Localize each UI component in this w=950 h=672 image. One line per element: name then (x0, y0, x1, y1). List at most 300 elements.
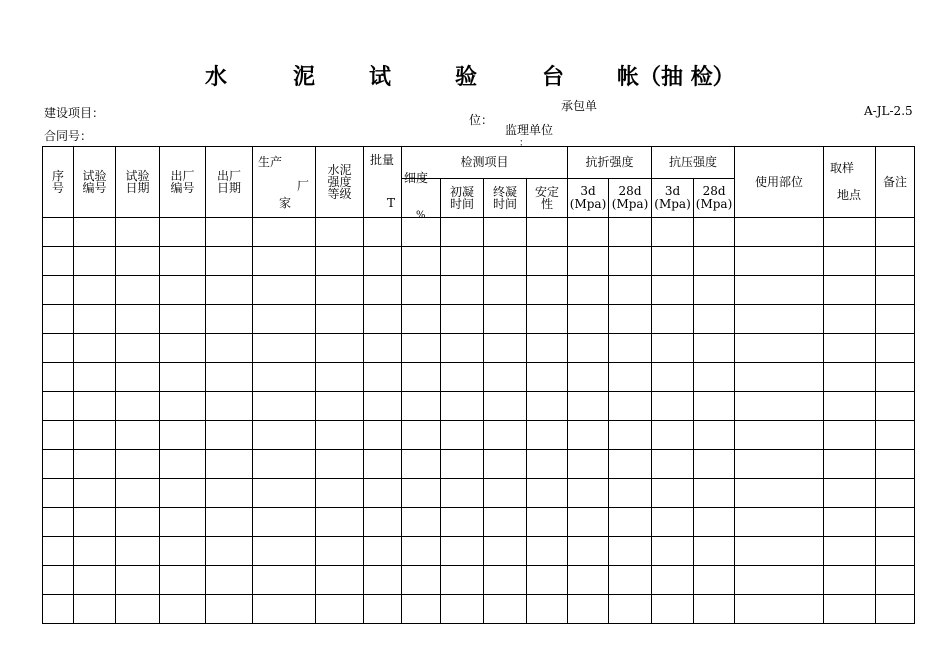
table-cell (402, 392, 441, 421)
table-cell (694, 421, 735, 450)
table-cell (160, 218, 206, 247)
table-cell (568, 450, 609, 479)
table-cell (609, 363, 652, 392)
table-cell (527, 305, 568, 334)
col-header-inspection: 检测项目 (402, 147, 568, 179)
table-cell (652, 450, 694, 479)
table-cell (484, 392, 527, 421)
table-cell (160, 595, 206, 624)
table-cell (484, 595, 527, 624)
table-cell (160, 305, 206, 334)
table-cell (735, 508, 824, 537)
table-cell (824, 421, 876, 450)
table-cell (74, 537, 116, 566)
col-header-usage: 使用部位 (735, 147, 824, 218)
table-cell (116, 276, 160, 305)
table-cell (116, 508, 160, 537)
table-cell (735, 392, 824, 421)
table-cell (527, 595, 568, 624)
table-cell (694, 566, 735, 595)
table-cell (206, 305, 253, 334)
table-cell (735, 537, 824, 566)
table-cell (735, 595, 824, 624)
table-cell (609, 566, 652, 595)
col-header-factory-no: 出厂编号 (160, 147, 206, 218)
table-cell (206, 595, 253, 624)
table-cell (694, 537, 735, 566)
table-cell (253, 479, 316, 508)
table-cell (735, 276, 824, 305)
table-cell (876, 305, 915, 334)
table-cell (74, 247, 116, 276)
table-cell (441, 305, 484, 334)
table-cell (735, 334, 824, 363)
table-cell (43, 537, 74, 566)
table-cell (116, 537, 160, 566)
table-cell (652, 392, 694, 421)
table-cell (609, 218, 652, 247)
table-cell (652, 479, 694, 508)
table-cell (568, 421, 609, 450)
table-cell (527, 392, 568, 421)
title-char: 台 (542, 64, 565, 90)
table-cell (160, 421, 206, 450)
title-char: 帐（抽 检） (617, 64, 735, 90)
table-cell (364, 479, 402, 508)
table-cell (316, 508, 364, 537)
table-cell (609, 479, 652, 508)
table-cell (652, 334, 694, 363)
table-cell (694, 305, 735, 334)
table-cell (206, 537, 253, 566)
table-cell (316, 247, 364, 276)
table-cell (364, 363, 402, 392)
table-cell (74, 334, 116, 363)
table-cell (484, 566, 527, 595)
table-cell (527, 479, 568, 508)
table-cell (402, 247, 441, 276)
table-cell (441, 479, 484, 508)
supervisor-colon: ： (519, 138, 529, 149)
table-cell (116, 363, 160, 392)
table-cell (253, 363, 316, 392)
table-row (43, 247, 915, 276)
table-cell (402, 363, 441, 392)
table-cell (402, 421, 441, 450)
table-cell (824, 276, 876, 305)
table-cell (568, 247, 609, 276)
table-cell (609, 450, 652, 479)
table-cell (652, 247, 694, 276)
table-cell (876, 595, 915, 624)
table-cell (316, 276, 364, 305)
table-cell (43, 305, 74, 334)
table-row (43, 392, 915, 421)
table-cell (876, 363, 915, 392)
table-row (43, 276, 915, 305)
table-cell (824, 392, 876, 421)
table-cell (43, 566, 74, 595)
table-cell (364, 305, 402, 334)
table-cell (441, 392, 484, 421)
page-title (0, 60, 950, 92)
table-cell (160, 247, 206, 276)
table-cell (568, 537, 609, 566)
table-cell (876, 247, 915, 276)
table-cell (694, 218, 735, 247)
table-cell (735, 218, 824, 247)
table-cell (527, 363, 568, 392)
table-cell (735, 479, 824, 508)
table-row (43, 566, 915, 595)
table-row (43, 508, 915, 537)
table-cell (609, 537, 652, 566)
table-cell (364, 247, 402, 276)
table-cell (116, 392, 160, 421)
col-header-soundness: 安定性 (527, 179, 568, 218)
table-cell (43, 363, 74, 392)
table-cell (402, 595, 441, 624)
col-header-grade: 水泥强度等级 (316, 147, 364, 218)
table-cell (364, 218, 402, 247)
table-cell (527, 566, 568, 595)
table-cell (609, 508, 652, 537)
table-cell (735, 247, 824, 276)
table-cell (694, 334, 735, 363)
table-cell (609, 334, 652, 363)
table-row (43, 218, 915, 247)
table-row (43, 334, 915, 363)
table-cell (441, 218, 484, 247)
table-cell (160, 392, 206, 421)
table-cell (402, 508, 441, 537)
table-cell (824, 537, 876, 566)
table-cell (364, 595, 402, 624)
table-cell (609, 247, 652, 276)
table-cell (74, 218, 116, 247)
table-cell (364, 450, 402, 479)
table-cell (253, 334, 316, 363)
table-cell (206, 508, 253, 537)
table-cell (652, 276, 694, 305)
table-cell (206, 276, 253, 305)
table-cell (527, 508, 568, 537)
title-char: 试 (369, 64, 392, 90)
table-cell (568, 479, 609, 508)
table-cell (160, 276, 206, 305)
table-cell (43, 421, 74, 450)
table-cell (74, 595, 116, 624)
table-cell (694, 595, 735, 624)
table-cell (824, 305, 876, 334)
table-cell (527, 537, 568, 566)
table-cell (160, 508, 206, 537)
table-cell (735, 421, 824, 450)
table-cell (652, 508, 694, 537)
table-cell (609, 421, 652, 450)
table-cell (74, 363, 116, 392)
table-cell (316, 218, 364, 247)
table-cell (74, 305, 116, 334)
table-row (43, 363, 915, 392)
table-cell (441, 421, 484, 450)
table-cell (735, 566, 824, 595)
table-cell (402, 566, 441, 595)
table-cell (74, 276, 116, 305)
table-cell (402, 450, 441, 479)
table-cell (441, 450, 484, 479)
table-cell (364, 276, 402, 305)
cement-ledger-table (42, 146, 915, 624)
table-cell (527, 276, 568, 305)
table-cell (484, 305, 527, 334)
table-cell (253, 421, 316, 450)
table-cell (206, 566, 253, 595)
table-cell (316, 363, 364, 392)
table-cell (824, 334, 876, 363)
col-header-flexural-28d: 28d (Mpa) (609, 179, 652, 218)
table-row (43, 479, 915, 508)
table-cell (206, 450, 253, 479)
table-cell (694, 392, 735, 421)
title-char: 水 (205, 64, 228, 90)
table-cell (484, 537, 527, 566)
table-cell (484, 363, 527, 392)
table-cell (43, 508, 74, 537)
form-code: A-JL-2.5 (864, 104, 913, 118)
table-cell (364, 566, 402, 595)
table-cell (206, 247, 253, 276)
table-cell (568, 305, 609, 334)
table-cell (694, 276, 735, 305)
table-cell (364, 334, 402, 363)
table-cell (253, 392, 316, 421)
table-cell (253, 595, 316, 624)
table-cell (568, 566, 609, 595)
contractor-label-suffix: 位： (469, 113, 494, 127)
table-cell (484, 479, 527, 508)
table-cell (116, 305, 160, 334)
table-cell (253, 508, 316, 537)
table-cell (43, 218, 74, 247)
table-cell (316, 566, 364, 595)
table-cell (609, 392, 652, 421)
table-cell (253, 305, 316, 334)
table-row (43, 595, 915, 624)
table-cell (206, 363, 253, 392)
table-cell (402, 276, 441, 305)
table-cell (253, 276, 316, 305)
table-cell (876, 421, 915, 450)
table-cell (527, 247, 568, 276)
table-cell (824, 566, 876, 595)
col-header-seq: 序号 (43, 147, 74, 218)
table-cell (876, 450, 915, 479)
table-cell (824, 363, 876, 392)
table-cell (694, 363, 735, 392)
table-cell (484, 334, 527, 363)
col-header-flexural: 抗折强度 (568, 147, 652, 179)
col-header-factory-date: 出厂日期 (206, 147, 253, 218)
table-cell (568, 508, 609, 537)
table-row (43, 537, 915, 566)
table-cell (441, 537, 484, 566)
table-cell (316, 392, 364, 421)
table-cell (116, 479, 160, 508)
table-cell (116, 595, 160, 624)
table-cell (116, 421, 160, 450)
table-cell (876, 508, 915, 537)
table-cell (484, 218, 527, 247)
table-cell (160, 450, 206, 479)
table-cell (441, 363, 484, 392)
table-cell (74, 450, 116, 479)
table-cell (609, 305, 652, 334)
table-cell (43, 450, 74, 479)
table-cell (116, 334, 160, 363)
col-header-producer: 生产 厂 家 (253, 147, 316, 218)
table-cell (74, 392, 116, 421)
table-row (43, 305, 915, 334)
table-cell (652, 537, 694, 566)
table-cell (441, 247, 484, 276)
table-cell (43, 276, 74, 305)
table-cell (652, 305, 694, 334)
table-cell (116, 450, 160, 479)
table-cell (824, 508, 876, 537)
col-header-sampling: 取样 地点 (824, 147, 876, 218)
table-cell (316, 305, 364, 334)
table-cell (116, 218, 160, 247)
table-row (43, 421, 915, 450)
table-cell (206, 334, 253, 363)
table-cell (253, 218, 316, 247)
table-cell (206, 479, 253, 508)
table-cell (116, 566, 160, 595)
table-cell (316, 334, 364, 363)
table-cell (253, 566, 316, 595)
contract-label: 合同号： (44, 129, 93, 143)
table-cell (568, 392, 609, 421)
table-cell (876, 276, 915, 305)
table-cell (206, 421, 253, 450)
table-cell (160, 363, 206, 392)
table-cell (568, 334, 609, 363)
table-cell (484, 508, 527, 537)
table-cell (160, 479, 206, 508)
supervisor-label: 监理单位 (505, 123, 554, 137)
contractor-label: 承包单 (561, 99, 598, 113)
table-cell (43, 392, 74, 421)
table-cell (824, 450, 876, 479)
table-cell (484, 421, 527, 450)
table-cell (364, 508, 402, 537)
table-cell (527, 334, 568, 363)
table-cell (652, 218, 694, 247)
table-cell (527, 218, 568, 247)
table-cell (160, 334, 206, 363)
table-cell (441, 276, 484, 305)
table-cell (116, 247, 160, 276)
col-header-batch: 批量 T (364, 147, 402, 218)
table-cell (402, 537, 441, 566)
table-cell (402, 305, 441, 334)
table-cell (652, 595, 694, 624)
table-cell (160, 537, 206, 566)
table-cell (735, 363, 824, 392)
table-cell (484, 450, 527, 479)
col-header-compressive-28d: 28d (Mpa) (694, 179, 735, 218)
table-cell (364, 421, 402, 450)
table-cell (74, 479, 116, 508)
table-cell (876, 392, 915, 421)
table-cell (735, 305, 824, 334)
table-cell (876, 537, 915, 566)
col-header-test-no: 试验编号 (74, 147, 116, 218)
col-header-compressive: 抗压强度 (652, 147, 735, 179)
table-cell (43, 334, 74, 363)
table-cell (568, 363, 609, 392)
table-cell (568, 595, 609, 624)
col-header-compressive-3d: 3d (Mpa) (652, 179, 694, 218)
col-header-flexural-3d: 3d (Mpa) (568, 179, 609, 218)
table-row (43, 450, 915, 479)
table-cell (609, 276, 652, 305)
table-cell (568, 218, 609, 247)
table-cell (609, 595, 652, 624)
table-cell (824, 247, 876, 276)
table-cell (824, 218, 876, 247)
table-cell (694, 508, 735, 537)
table-cell (652, 566, 694, 595)
table-cell (484, 276, 527, 305)
col-header-initial-set: 初凝时间 (441, 179, 484, 218)
table-cell (441, 508, 484, 537)
table-cell (652, 363, 694, 392)
table-cell (694, 479, 735, 508)
col-header-final-set: 终凝时间 (484, 179, 527, 218)
table-cell (876, 566, 915, 595)
table-cell (364, 537, 402, 566)
table-cell (160, 566, 206, 595)
table-cell (402, 334, 441, 363)
col-header-fineness: 细度 % (402, 179, 441, 218)
table-cell (74, 421, 116, 450)
table-cell (694, 247, 735, 276)
table-cell (402, 479, 441, 508)
table-cell (316, 537, 364, 566)
table-cell (316, 450, 364, 479)
table-cell (876, 218, 915, 247)
table-cell (441, 334, 484, 363)
table-cell (694, 450, 735, 479)
table-cell (652, 421, 694, 450)
table-cell (441, 595, 484, 624)
table-cell (43, 595, 74, 624)
table-cell (568, 276, 609, 305)
title-char: 泥 (293, 64, 316, 90)
table-cell (316, 421, 364, 450)
table-cell (316, 595, 364, 624)
table-cell (484, 247, 527, 276)
table-cell (316, 479, 364, 508)
table-cell (876, 334, 915, 363)
table-cell (253, 537, 316, 566)
table-cell (206, 392, 253, 421)
project-label: 建设项目： (44, 106, 105, 120)
table-cell (824, 479, 876, 508)
table-cell (876, 479, 915, 508)
